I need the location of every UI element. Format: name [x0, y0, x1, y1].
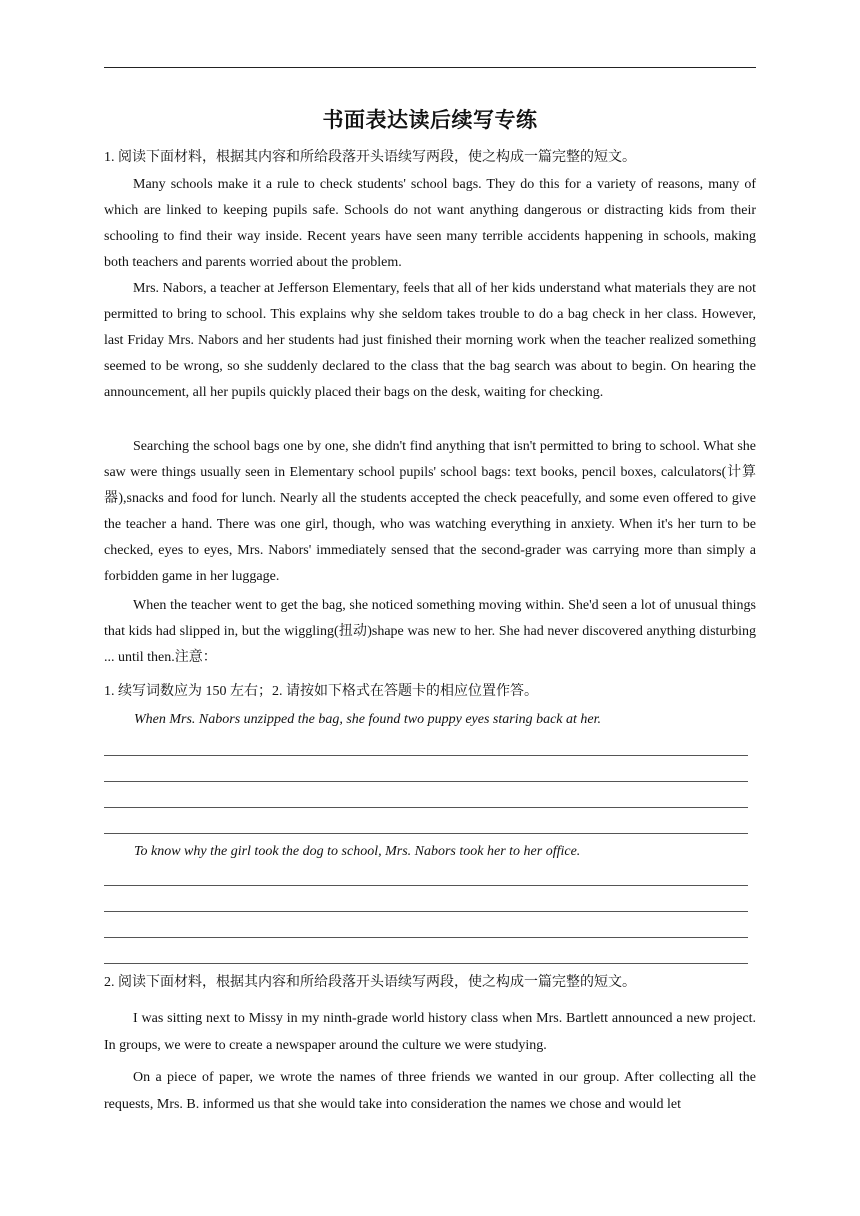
answer-line: [104, 963, 748, 964]
q1-paragraph-1: Many schools make it a rule to check students' school bags. They do this for a variety of reasons, many of which are linked to keeping pupils safe. Schools do not want anything dangerous or distracting kids from their schooling to find their way inside. Recent years have seen many terrible accidents happening in schools, making both teachers and parents worried about the problem.: [104, 177, 756, 270]
q1-paragraph-3: Searching the school bags one by one, she didn't find anything that isn't permitted to bring to school. What she saw were things usually seen in Elementary school pupils' school bags: text books, pencil boxes, calculators(计算器),snacks and food for lunch. Nearly all the students accepted the check peacefully, and some even offered to give the teacher a hand. There was one girl, though, who was watching everything in anxiety. When it's her turn to be checked, eyes to eyes, Mrs. Nabors' immediately sensed that the second-grader was carrying more than simply a forbidden game in her luggage.: [104, 439, 756, 584]
header-rule: [104, 67, 756, 68]
q1-paragraph-2: Mrs. Nabors, a teacher at Jefferson Elementary, feels that all of her kids understand what materials they are not permitted to bring to school. This explains why she seldom takes trouble to do a bag check in her class. However, last Friday Mrs. Nabors and her students had just finished their morning work when the teacher realized something seemed to be wrong, so she suddenly declared to the class that the bag search was about to begin. On hearing the announcement, all her pupils quickly placed their bags on the desk, waiting for checking.: [104, 281, 756, 400]
answer-line: [104, 911, 748, 912]
q1-instruction: 1. 阅读下面材料，根据其内容和所给段落开头语续写两段，使之构成一篇完整的短文。: [104, 150, 636, 165]
page-title: 书面表达读后续写专练: [322, 107, 538, 132]
answer-line: [104, 937, 748, 938]
answer-line: [104, 885, 748, 886]
answer-line: [104, 807, 748, 808]
q2-paragraph-1: I was sitting next to Missy in my ninth-grade world history class when Mrs. Bartlett announced a new project. In groups, we were to create a newspaper around the culture we were studying.: [104, 1011, 756, 1053]
q1-paragraph-4: When the teacher went to get the bag, she noticed something moving within. She'd seen a lot of unusual things that kids had slipped in, but the wiggling(扭动)shape was new to her. She had never discovered anything disturbing ... until then.注意：: [104, 598, 756, 665]
answer-line: [104, 781, 748, 782]
answer-line: [104, 755, 748, 756]
q1-paragraph-start-2: To know why the girl took the dog to school, Mrs. Nabors took her to her office.: [134, 844, 581, 859]
answer-line: [104, 833, 748, 834]
q2-instruction: 2. 阅读下面材料，根据其内容和所给段落开头语续写两段，使之构成一篇完整的短文。: [104, 975, 636, 990]
q1-note: 1. 续写词数应为 150 左右；2. 请按如下格式在答题卡的相应位置作答。: [104, 684, 538, 699]
q1-paragraph-start-1: When Mrs. Nabors unzipped the bag, she found two puppy eyes staring back at her.: [134, 712, 602, 727]
q2-paragraph-2: On a piece of paper, we wrote the names of three friends we wanted in our group. After collecting all the requests, Mrs. B. informed us that she would take into consideration the names we chose and would let: [104, 1070, 756, 1112]
